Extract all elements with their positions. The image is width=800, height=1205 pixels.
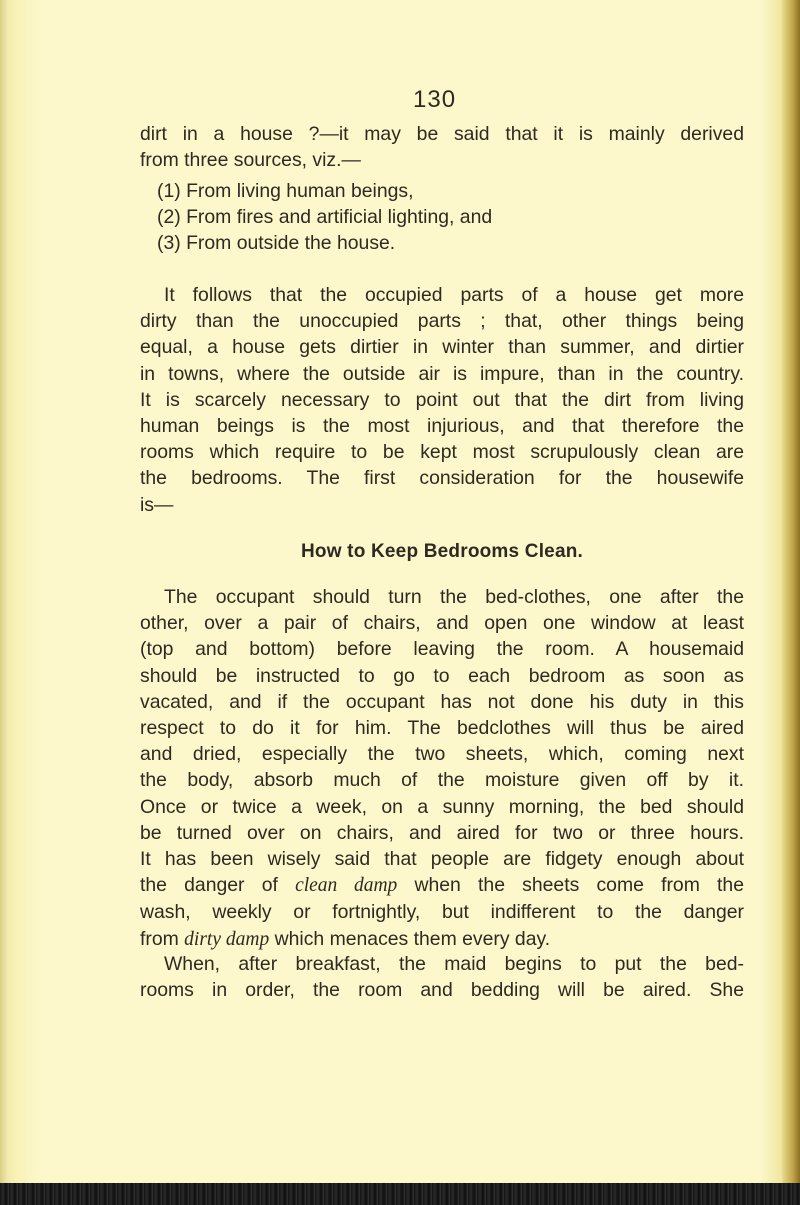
list-item: (3) From outside the house. bbox=[157, 232, 396, 255]
paragraph-line: (top and bottom) before leaving the room. A housemaid bbox=[140, 638, 744, 661]
paragraph-line: equal, a house gets dirtier in winter than summer, and dirtier bbox=[140, 336, 744, 359]
paragraph-line: The occupant should turn the bed-clothes, one after the bbox=[164, 586, 744, 608]
intro-paragraph bbox=[140, 121, 744, 173]
paragraph-line: vacated, and if the occupant has not done his duty in this bbox=[140, 690, 744, 713]
paragraph-line: rooms which require to be kept most scrupulously clean are bbox=[140, 441, 744, 464]
paragraph-line: Once or twice a week, on a sunny morning, the bed should bbox=[140, 795, 744, 818]
paragraph-line: the body, absorb much of the moisture given off by it. bbox=[140, 769, 744, 792]
italic-phrase-dirty-damp: dirty damp bbox=[184, 928, 270, 950]
paragraph-line: human beings is the most injurious, and that therefore the bbox=[140, 415, 744, 438]
list-item: (1) From living human beings, bbox=[157, 180, 414, 202]
paragraph-line: It is scarcely necessary to point out that the dirt from living bbox=[140, 388, 744, 411]
text-fragment: which menaces them every day. bbox=[269, 927, 551, 950]
text-fragment: the danger of bbox=[140, 874, 296, 897]
page-number: 130 bbox=[413, 86, 457, 113]
paragraph-line: other, over a pair of chairs, and open one window at least bbox=[140, 612, 744, 635]
paragraph-line: the bedrooms. The first consideration for the housewife bbox=[140, 467, 744, 490]
italic-phrase-clean-damp: clean damp bbox=[295, 875, 398, 897]
paragraph-line: be turned over on chairs, and aired for two or three hours. bbox=[140, 821, 744, 844]
section-heading: How to Keep Bedrooms Clean. bbox=[301, 541, 583, 562]
list-item: (2) From fires and artificial lighting, and bbox=[157, 206, 493, 229]
paragraph-line: is— bbox=[140, 493, 174, 516]
intro-line: dirt in a house ?—it may be said that it is mainly derived bbox=[140, 123, 744, 145]
paragraph-line: dirty than the unoccupied parts ; that, other things being bbox=[140, 310, 744, 333]
text-fragment: when the sheets come from the bbox=[397, 874, 744, 897]
paragraph-bedroom-cleaning bbox=[140, 584, 744, 953]
paragraph-line: should be instructed to go to each bedroom as soon as bbox=[140, 664, 744, 687]
paragraph-line-dirty-damp bbox=[140, 926, 744, 953]
paragraph-line: When, after breakfast, the maid begins to put the bed- bbox=[164, 953, 744, 975]
page-right-edge bbox=[782, 0, 800, 1205]
paragraph-after-breakfast bbox=[140, 951, 744, 1003]
text-fragment: from bbox=[140, 927, 185, 950]
sources-list bbox=[140, 178, 744, 257]
paragraph-line-clean-damp bbox=[140, 872, 744, 899]
paragraph-line: and dried, especially the two sheets, which, coming next bbox=[140, 743, 744, 766]
paragraph-line: respect to do it for him. The bedclothes will thus be aired bbox=[140, 717, 744, 740]
paragraph-dirt-sources bbox=[140, 282, 744, 518]
intro-line: from three sources, viz.— bbox=[140, 149, 361, 172]
paragraph-line: rooms in order, the room and bedding will be aired. She bbox=[140, 979, 744, 1002]
paragraph-line: It has been wisely said that people are fidgety enough about bbox=[140, 848, 744, 871]
paragraph-line: in towns, where the outside air is impure, than in the country. bbox=[140, 362, 744, 385]
scan-bottom-band bbox=[0, 1183, 800, 1205]
paragraph-line: wash, weekly or fortnightly, but indifferent to the danger bbox=[140, 901, 744, 924]
paragraph-line: It follows that the occupied parts of a house get more bbox=[164, 284, 744, 306]
page-left-shadow bbox=[0, 0, 8, 1205]
